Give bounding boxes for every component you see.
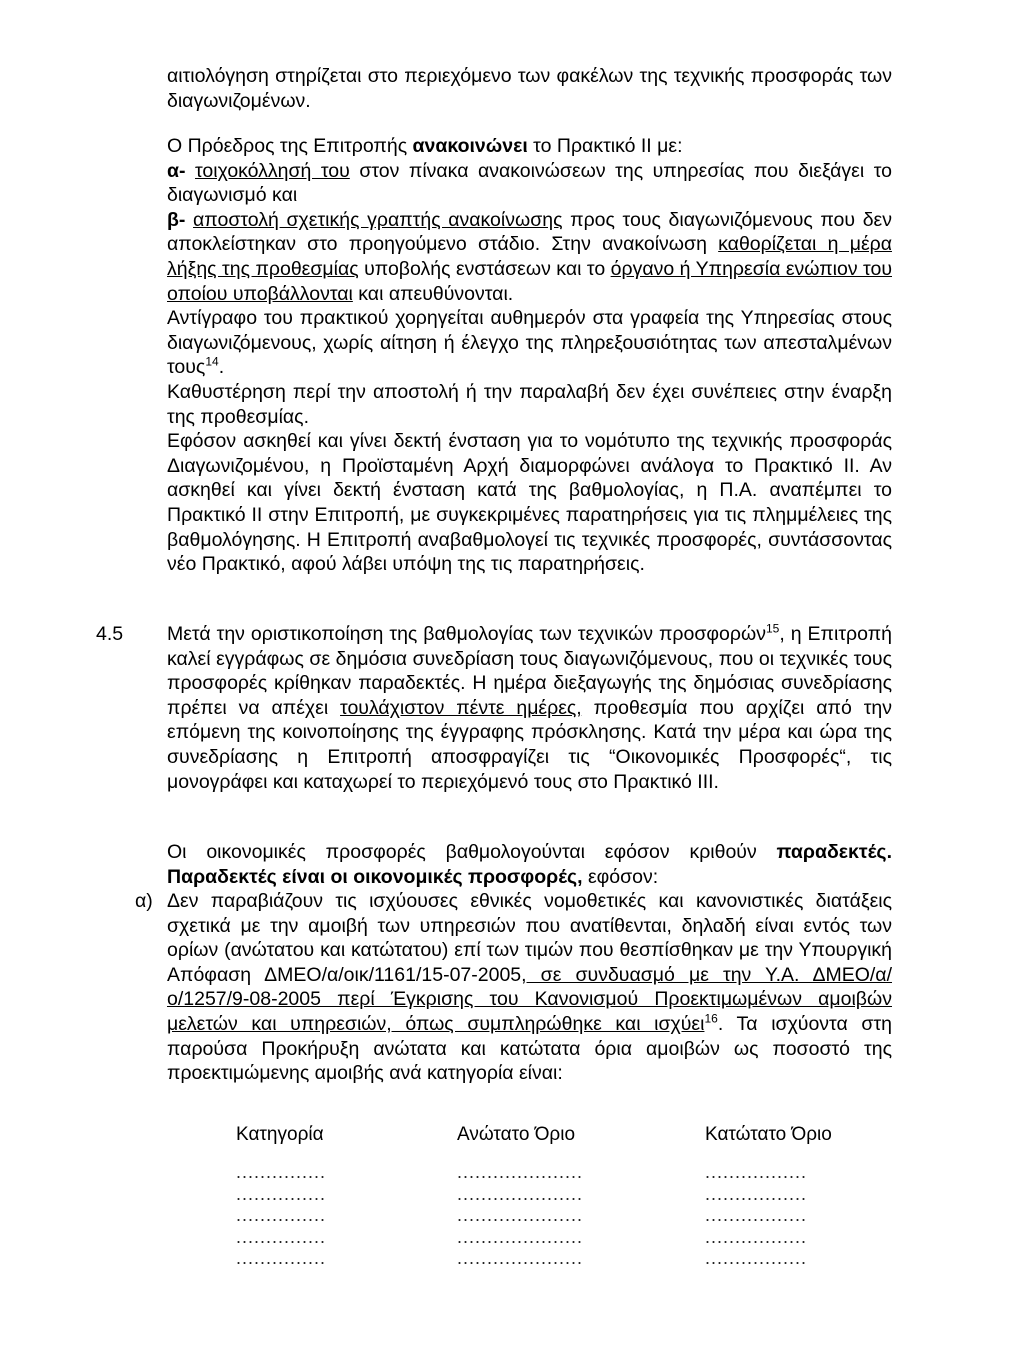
- bold-announces: ανακοινώνει: [412, 135, 528, 157]
- item-alpha: α- τοιχοκόλλησή του στον πίνακα ανακοινώσεων της υπηρεσίας που διεξάγει το διαγωνισμό και: [167, 159, 892, 207]
- table-header: [220, 1124, 880, 1162]
- paragraph-admissible: [167, 840, 892, 889]
- footnote-16: 16: [704, 1011, 718, 1026]
- fee-limits-table: [220, 1124, 880, 1270]
- table-row: ............... ..................... .................: [236, 1205, 808, 1225]
- item-a: [167, 889, 892, 1086]
- objection-paragraph: Εφόσον ασκηθεί και γίνει δεκτή ένσταση για το νομότυπο της τεχνικής προσφοράς Διαγωνιζομένου, η Προϊσταμένη Αρχή διαμορφώνει ανάλογα το Πρακτικό ΙΙ. Αν ασκηθεί και γίνει δεκτή ένσταση κατά της βαθμολογίας, η Π.Α. αναπέμπει το Πρακτικό ΙΙ στην Επιτροπή, με συγκεκριμένες παρατηρήσεις για τις πλημμέλειες της βαθμολόγησης. Η Επιτροπή αναβαθμολογεί τις τεχνικές προσφορές, συντάσσοντας νέο Πρακτικό, αφού λάβει υπόψη της τις παρατηρήσεις.: [167, 430, 892, 576]
- header-lower-limit: Κατώτατο Όριο: [705, 1124, 832, 1145]
- table-row: ............... ..................... .................: [236, 1183, 808, 1204]
- paragraph-announcement: [167, 134, 892, 577]
- table-row: ............... ..................... .................: [236, 1248, 808, 1268]
- section-number: 4.5: [96, 623, 124, 645]
- section-4-5-text: Μετά την οριστικοποίηση της βαθμολογίας των τεχνικών προσφορών$^{15}$, η Επιτροπή καλεί εγγράφως σε δημόσια συνεδρίαση τους διαγωνιζόμενους, που οι τεχνικές τους προσφορές κρίθηκαν παραδεκτές. Η ημέρα διεξαγωγής της δημόσιας συνεδρίασης πρέπει να απέχει τουλάχιστον πέντε ημέρες, προθεσμία που αρχίζει από την επόμενη της κοινοποίησης της έγγραφης πρόσκλησης. Κατά την μέρα και ώρα της συνεδρίασης η Επιτροπή αποσφραγίζει τις “Οικονομικές Προσφορές“, τις μονογράφει και καταχωρεί το περιεχόμενό τους στο Πρακτικό ΙΙΙ.: [167, 621, 892, 793]
- table-row: ............... ..................... .................: [236, 1162, 808, 1182]
- admissible-text: Οι οικονομικές προσφορές βαθμολογούνται εφόσον κριθούν παραδεκτές. Παραδεκτές είναι οι οικονομικές προσφορές, εφόσον:: [167, 841, 892, 888]
- header-upper-limit: Ανώτατο Όριο: [457, 1124, 576, 1145]
- delay-paragraph: Καθυστέρηση περί την αποστολή ή την παραλαβή δεν έχει συνέπειες στην έναρξη της προθεσμίας.: [167, 380, 892, 428]
- section-4-5: [167, 622, 892, 794]
- item-a-label: α): [135, 890, 153, 912]
- announcement-line: Ο Πρόεδρος της Επιτροπής ανακοινώνει το Πρακτικό ΙΙ με:: [167, 135, 683, 157]
- table-row: ............... ..................... .................: [236, 1226, 808, 1247]
- text-justification: αιτιολόγηση στηρίζεται στο περιεχόμενο των φακέλων της τεχνικής προσφοράς των διαγωνιζομένων.: [167, 65, 892, 112]
- footnote-15: 15: [765, 621, 780, 636]
- item-beta: β- αποστολή σχετικής γραπτής ανακοίνωσης προς τους διαγωνιζόμενους που δεν αποκλείστηκαν στο προηγούμενο στάδιο. Στην ανακοίνωση καθορίζεται η μέρα λήξης της προθεσμίας υποβολής ενστάσεων και το όργανο ή Υπηρεσία ενώπιον του οποίου υποβάλλονται και απευθύνονται.: [167, 208, 892, 305]
- item-a-text: Δεν παραβιάζουν τις ισχύουσες εθνικές νομοθετικές και κανονιστικές διατάξεις σχετικά με την αμοιβή των υπηρεσιών που ανατίθενται, δηλαδή είναι εντός των ορίων (ανώτατου και κατώτατου) επί των τιμών που θεσπίσθηκαν με την Υπουργική Απόφαση ΔΜΕΟ/α/οικ/1161/15-07-2005, σε συνδυασμό με την Υ.Α. ΔΜΕΟ/α/ο/1257/9-08-2005 περί Έγκρισης του Κανονισμού Προεκτιμωμένων αμοιβών μελετών και υπηρεσιών, όπως συμπληρώθηκε και ισχύει$^{16}$. Τα ισχύοντα στη παρούσα Προκήρυξη ανώτατα και κατώτατα όρια αμοιβών ως ποσοστό της προεκτιμώμενης αμοιβής ανά κατηγορία είναι:: [167, 890, 892, 1085]
- header-category: Κατηγορία: [236, 1124, 324, 1145]
- footnote-14: 14: [205, 354, 219, 369]
- paragraph-justification: [167, 64, 892, 113]
- copy-paragraph: Αντίγραφο του πρακτικού χορηγείται αυθημερόν στα γραφεία της Υπηρεσίας στους διαγωνιζόμενους, χωρίς αίτηση ή έλεγχο της πληρεξουσιότητας των απεσταλμένων τους$^{14}$.: [167, 307, 892, 379]
